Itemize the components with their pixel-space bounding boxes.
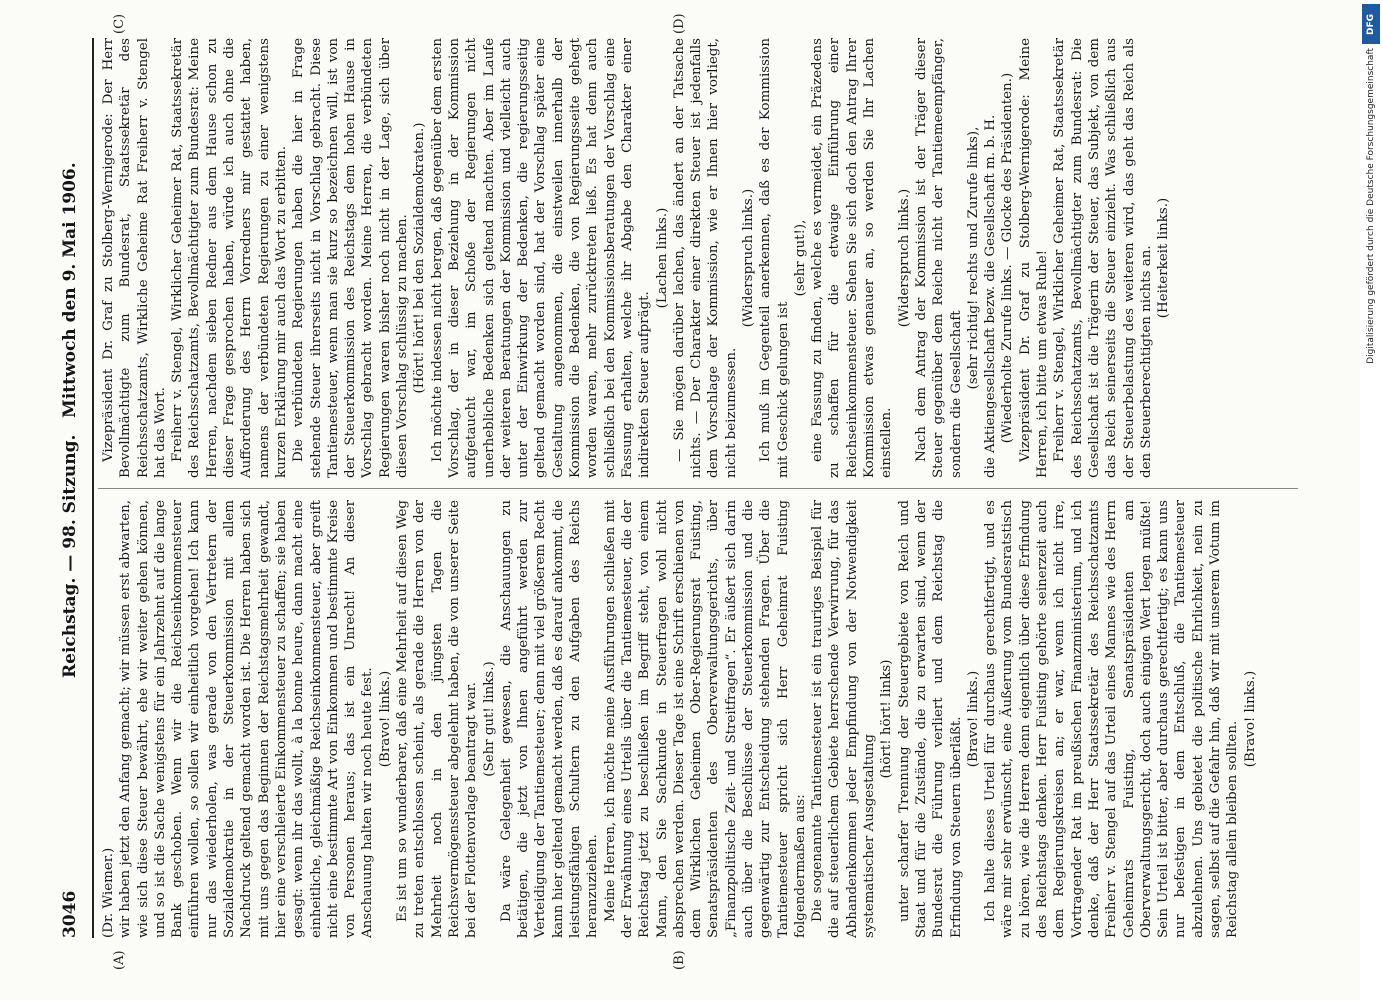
paragraph: Die verbündeten Regierungen haben die hier in Frage stehende Steuer ihrerseits nicht in Vorschlag gebracht. Diese Tantiemesteuer, wenn man sie kurz so bezeichnen will, ist von der Steuerkommission des Reichstags dem hohen Hause in Vorschlag gebracht worden. Meine Herren, die verbündeten Regierungen waren bisher noch nicht in der Lage, sich über diesen Vorschlag schlüssig zu machen. [291,38,411,478]
interjection: (Bravo! links.) [1242,670,1258,768]
paragraph: die Aktiengesellschaft bezw. die Gesellschaft m. b. H. [983,114,999,478]
interjection: (Heiterkeit links.) [1156,197,1172,319]
interjection: (Hört! hört! bei den Sozialdemokraten.) [412,122,428,394]
paragraph: Vizepräsident Dr. Graf zu Stolberg-Wernigerode: Der Herr Bevollmächtigte zum Bundesrat, Staatssekretär des Reichsschatzamts, Wirkliche Geheime Rat Freiherr v. Stengel hat das Wort. [101,38,168,478]
paragraph: Freiherr v. Stengel, Wirklicher Geheimer Rat, Staatssekretär des Reichsschatzamts, Bevollmächtigter zum Bundesrat: Die Gesellschaft ist die Trägerin der Steuer, das Subjekt, von dem das Reich seinerseits die Steuer einzieht. Was schließlich aus der Steuerbelastung des weiteren wird, das geht das Reich als den Steuerberechtigten nichts an. [1052,38,1154,478]
right-column [100,38,1300,478]
left-column [100,500,1300,938]
margin-marker-c: (C) [112,13,127,34]
paragraph: Nach dem Antrag der Kommission ist der Träger dieser Steuer gegenüber dem Reiche nicht der Tantiemeempfänger, sondern die Gesellschaft [913,38,964,478]
interjection: (sehr gut!), [792,219,808,297]
paragraph: Es ist um so wunderbarer, daß eine Mehrheit auf diesen Weg zu treten entschlossen scheint, als gerade die Herren von der Mehrheit noch in den jüngsten Tagen die Reichsvermögenssteuer abgelehnt haben, die von unserer Seite bei der Flottenvorlage beantragt war. [395,500,480,938]
paragraph: Da wäre Gelegenheit gewesen, die Anschauungen zu betätigen, die jetzt von Ihnen angeführt werden zur Verteidigung der Tantiemesteuer; denn mit viel größerem Recht kann hier geltend gemacht werden, daß es darauf ankommt, die leistungsfähigen Schultern zu den Aufgaben des Reichs heranzuziehen. [498,500,601,938]
quotation: Die sogenannte Tantiemesteuer ist ein trauriges Beispiel für die auf steuerlichem Gebiete herrschende Verwirrung, für das Abhandenkommen jeder Empfindung von der Notwendigkeit systematischer Ausgestaltung [810,500,878,938]
speaker-label: (Dr. Wiemer.) [101,847,116,938]
column-separator [98,488,1298,489]
page-number: 3046 [60,890,80,938]
interjection: (Lachen links.) [654,207,670,309]
interjection: (Widerspruch links.) [896,188,912,328]
session-date: Mittwoch den 9. Mai 1906. [60,162,80,418]
dfg-logo: DFG [1362,4,1380,44]
margin-marker-b: (B) [672,950,687,970]
page-header [60,38,88,938]
quotation: unter scharfer Trennung der Steuergebiete von Reich und Staat und für die Zustände, die zu erwarten sind, wenn der Bundesrat die Führung verliert und dem Reichstag die Erfindung von Steuern überläßt. [896,500,964,938]
digitization-credit: Digitalisierung gefördert durch die Deutsche Forschungsgemeinschaft [1366,48,1376,364]
interjection: (Wiederholte Zurufe links. — Glocke des Präsidenten.) [1000,72,1016,444]
interjection: (Widerspruch links.) [740,188,756,328]
paragraph: Ich muß im Gegenteil anerkennen, daß es der Kommission mit Geschick gelungen ist [758,38,791,478]
paragraph: — Sie mögen darüber lachen, das ändert an der Tatsache nichts. — Der Charakter einer direkten Steuer ist jedenfalls dem Vorschlage der Kommission, wie er Ihnen hier vorliegt, nicht beizumessen. [671,38,739,478]
paragraph: wir haben jetzt den Anfang gemacht; wir müssen erst abwarten, wie sich diese Steuer bewährt, ehe wir weiter gehen können, und so ist die Sache wenigstens für ein Jahrzehnt auf die lange Bank geschoben. Wenn wir die Reichseinkommensteuer einführen wollen, so sollen wir einheitlich vorgehen! Ich kann nur das wiederholen, was gerade von den Vertretern der Sozialdemokratie in der Steuerkommission mit allem Nachdruck geltend gemacht worden ist. Die Herren haben sich mit uns gegen das Beginnen der Reichstagsmehrheit gewandt, hier eine verschleierte Einkommensteuer zu schaffen; sie haben gesagt: wenn ihr das wollt, à la bonne heure, dann macht eine einheitliche, gleichmäßige Reichseinkommensteuer, aber greift nicht eine bestimmte Art von Einkommen und bestimmte Kreise von Personen heraus; das ist ein Unrecht! An dieser Anschauung halten wir noch heute fest. [118,500,376,938]
paragraph: Ich halte dieses Urteil für durchaus gerechtfertigt, und es wäre mir sehr erwünscht, eine Äußerung vom Bundesratstisch zu hören, wie die Herren denn eigentlich über diese Erfindung des Reichstags denken. Herr Fuisting gehörte seinerzeit auch dem Regierungskreisen an; er war, wenn ich nicht irre, Vortragender Rat im preußischen Finanzministerium, und ich denke, daß der Herr Staatssekretär des Reichsschatzamts Freiherr v. Stengel auf das Urteil eines Mannes wie des Herrn Geheimrats Fuisting, Senatspräsidenten am Oberverwaltungsgericht, doch auch einigen Wert legen müßte! Sein Urteil ist bitter, aber durchaus gerechtfertigt; es kann uns nur befestigen in dem Entschluß, die Tantiemesteuer abzulehnen. Uns gebietet die politische Ehrlichkeit, nein zu sagen, selbst auf die Gefahr hin, daß wir mit unserem Votum im Reichstag allein bleiben sollten. [983,500,1241,938]
paragraph: Vizepräsident Dr. Graf zu Stolberg-Wernigerode: Meine Herren, ich bitte um etwas Ruhe! [1017,38,1051,478]
session-title: Reichstag. — 98. Sitzung. [60,434,80,678]
interjection: (sehr richtig! rechts und Zurufe links), [965,126,981,390]
margin-marker-d: (D) [672,13,687,34]
interjection: (Sehr gut! links.) [481,661,497,777]
interjection: (Bravo! links.) [965,670,981,768]
header-rule [92,38,94,938]
paragraph: Meine Herren, ich möchte meine Ausführungen schließen mit der Erwähnung eines Urteils über die Tantiemesteuer, die der Reichstag jetzt zu beschließen im Begriff steht, von einem Mann, den Sie Sachkunde in Steuerfragen wohl nicht absprechen werden. Dieser Tage ist eine Schrift erschienen von dem Wirklichen Geheimen Ober-Regierungsrat Fuisting, Senatspräsidenten des Oberverwaltungsgerichts, über „Finanzpolitische Zeit- und Streitfragen“. Er äußert sich darin auch über die Beschlüsse der Steuerkommission und die gegenwärtig zur Entscheidung stehenden Fragen. Über die Tantiemesteuer spricht sich Herr Geheimrat Fuisting folgendermaßen aus: [602,500,808,938]
paragraph: Ich möchte indessen nicht bergen, daß gegenüber dem ersten Vorschlag, der in dieser Beziehung in der Kommission aufgetaucht war, im Schoße der Regierungen nicht unerhebliche Bedenken sich geltend machten. Aber im Laufe der weiteren Beratungen der Kommission und vielleicht auch unter der Einwirkung der Bedenken, die regierungsseitig geltend gemacht worden sind, hat der Vorschlag später eine Gestaltung angenommen, die einstweilen innerhalb der Kommission die Bedenken, die von Regierungsseite gehegt worden waren, mehr zurücktreten ließ. Es hat denn auch schließlich bei den Kommissionsberatungen der Vorschlag eine Fassung erhalten, welche ihr Abgabe den Charakter einer indirekten Steuer aufprägt. [429,38,653,478]
interjection: (hört! hört! links) [879,659,895,779]
paragraph: eine Fassung zu finden, welche es vermeidet, ein Präzedens zu schaffen für die etwaige Einführung einer Reichseinkommensteuer. Sehen Sie sich doch den Antrag Ihrer Kommission etwas genauer an, so werden Sie Ihr Lachen einstellen. [810,38,895,478]
interjection: (Bravo! links.) [377,670,393,768]
margin-marker-a: (A) [112,950,127,970]
paragraph: Freiherr v. Stengel, Wirklicher Geheimer Rat, Staatssekretär des Reichsschatzamts, Bevollmächtigter zum Bundesrat: Meine Herren, nachdem sieben Redner aus dem Hause schon zu dieser Frage gesprochen haben, würde ich auch ohne die Aufforderung des Herrn Vorredners mir gestattet haben, namens der verbündeten Regierungen zu einer wenigstens kurzen Erklärung mir auch das Wort zu erbitten. [170,38,289,478]
